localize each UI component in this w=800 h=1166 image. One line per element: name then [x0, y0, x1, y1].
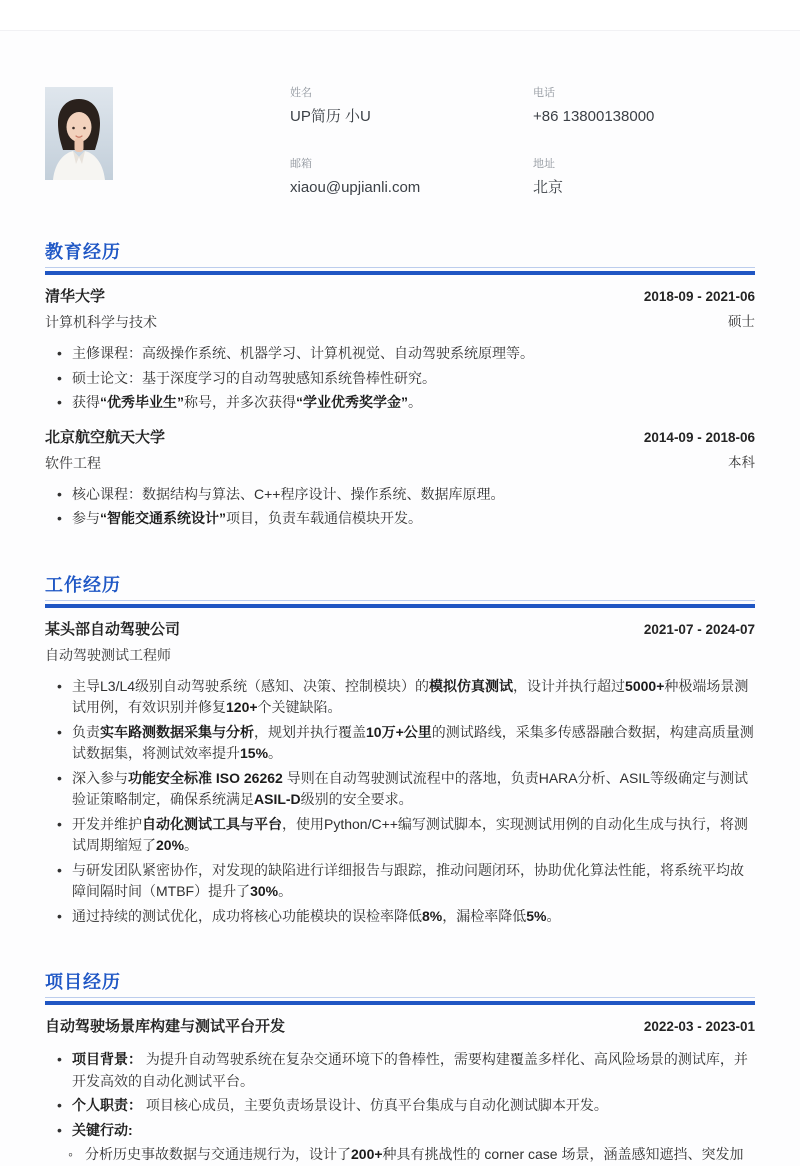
resume-sections	[45, 241, 755, 1166]
contact-grid	[290, 87, 654, 197]
bullet-item: • 参与“智能交通系统设计”项目，负责车载通信模块开发。	[45, 508, 755, 530]
entry-date: 2014-09 - 2018-06	[643, 429, 755, 445]
email-label: 邮箱	[290, 158, 312, 170]
entry-left	[45, 428, 165, 472]
entry-right	[644, 620, 755, 640]
entry	[45, 620, 755, 928]
portrait-photo-icon	[45, 87, 113, 180]
bullet-item: • 深入参与功能安全标准 ISO 26262 导则在自动驾驶测试流程中的落地，负责HARA分析、ASIL等级确定与测试验证策略制定，确保系统满足ASIL-D级别的安全要求。	[45, 768, 755, 811]
contact-field-name	[290, 87, 533, 126]
bullet-item: • 个人职责： 项目核心成员，主要负责场景设计、仿真平台集成与自动化测试脚本开发。	[45, 1095, 755, 1117]
bullet-item: • 主修课程：高级操作系统、机器学习、计算机视觉、自动驾驶系统原理等。	[45, 343, 755, 365]
section-rule-thin	[45, 600, 755, 601]
entry-right	[644, 287, 755, 331]
entry-subtitle: 计算机科学与技术	[45, 314, 157, 330]
phone-label: 电话	[533, 87, 555, 99]
entry-left	[45, 1017, 285, 1037]
entry-degree: 本科	[728, 454, 755, 470]
section-title-work: 工作经历	[45, 574, 121, 595]
entry-date: 2021-07 - 2024-07	[643, 621, 755, 637]
sub-bullet-item: ◦ 分析历史事故数据与交通违规行为，设计了200+种具有挑战性的 corner case 场景，涵盖感知遮挡、突发加	[45, 1144, 755, 1166]
entry-title: 某头部自动驾驶公司	[45, 620, 181, 638]
section-title-education: 教育经历	[45, 242, 121, 262]
entry	[45, 428, 755, 530]
phone-value: +86 13800138000	[533, 108, 655, 125]
bullet-list	[45, 484, 755, 530]
contact-field-address	[533, 158, 654, 197]
section-rule-thick	[45, 1001, 755, 1005]
resume-page	[0, 30, 800, 1166]
entry-subtitle: 自动驾驶测试工程师	[45, 646, 171, 663]
section-title-projects: 项目经历	[45, 972, 121, 992]
bullet-item: • 关键行动:	[45, 1120, 755, 1142]
entry-header	[45, 620, 755, 664]
entry-left	[45, 287, 157, 331]
profile-photo	[45, 87, 113, 180]
bullet-item: • 与研发团队紧密协作，对发现的缺陷进行详细报告与跟踪，推动问题闭环，协助优化算法性能，将系统平均故障间隔时间（MTBF）提升了30%。	[45, 860, 755, 903]
entry-left	[45, 620, 180, 664]
bullet-item: • 负责实车路测数据采集与分析，规划并执行覆盖10万+公里的测试路线，采集多传感器融合数据，构建高质量测试数据集，将测试效率提升15%。	[45, 722, 755, 765]
entry-header	[45, 428, 755, 472]
section-education	[45, 241, 755, 530]
bullet-item: • 核心课程：数据结构与算法、C++程序设计、操作系统、数据库原理。	[45, 484, 755, 506]
entry-subtitle: 软件工程	[45, 454, 101, 471]
section-rule-thin	[45, 997, 755, 998]
contact-field-email	[290, 158, 533, 197]
address-label: 地址	[533, 158, 555, 170]
bullet-list	[45, 676, 755, 928]
entry-header	[45, 287, 755, 331]
entry-title: 清华大学	[45, 288, 106, 305]
address-value: 北京	[533, 179, 564, 196]
resume-header	[45, 87, 755, 197]
entry	[45, 1017, 755, 1166]
bullet-item: • 开发并维护自动化测试工具与平台，使用Python/C++编写测试脚本，实现测试用例的自动化生成与执行，将测试周期缩短了20%。	[45, 814, 755, 857]
bullet-item: • 获得“优秀毕业生”称号，并多次获得“学业优秀奖学金”。	[45, 392, 755, 414]
name-value: UP简历 小U	[290, 108, 371, 125]
bullet-list	[45, 343, 755, 414]
name-label: 姓名	[290, 87, 312, 99]
contact-field-phone	[533, 87, 654, 126]
entry-title: 自动驾驶场景库构建与测试平台开发	[45, 1018, 286, 1035]
section-rule-thin	[45, 267, 755, 268]
entry-header	[45, 1017, 755, 1037]
entry-right	[644, 428, 755, 472]
entry-date: 2022-03 - 2023-01	[643, 1019, 755, 1034]
section-rule-thick	[45, 604, 755, 608]
entry-date: 2018-09 - 2021-06	[643, 289, 755, 304]
entry-right	[644, 1017, 755, 1037]
entry-degree: 硕士	[728, 314, 755, 329]
section-rule-thick	[45, 271, 755, 275]
bullet-item: • 通过持续的测试优化，成功将核心功能模块的误检率降低8%，漏检率降低5%。	[45, 906, 755, 928]
bullet-item: • 主导L3/L4级别自动驾驶系统（感知、决策、控制模块）的模拟仿真测试，设计并执行超过5000+种极端场景测试用例，有效识别并修复120+个关键缺陷。	[45, 676, 755, 719]
bullet-list	[45, 1049, 755, 1166]
entry-title: 北京航空航天大学	[45, 428, 166, 446]
email-value: xiaou@upjianli.com	[290, 179, 421, 196]
bullet-item: • 项目背景： 为提升自动驾驶系统在复杂交通环境下的鲁棒性，需要构建覆盖多样化、高风险场景的测试库，并开发高效的自动化测试平台。	[45, 1049, 755, 1092]
section-work	[45, 574, 755, 928]
entry	[45, 287, 755, 414]
section-projects	[45, 971, 755, 1166]
bullet-item: • 硕士论文：基于深度学习的自动驾驶感知系统鲁棒性研究。	[45, 368, 755, 390]
